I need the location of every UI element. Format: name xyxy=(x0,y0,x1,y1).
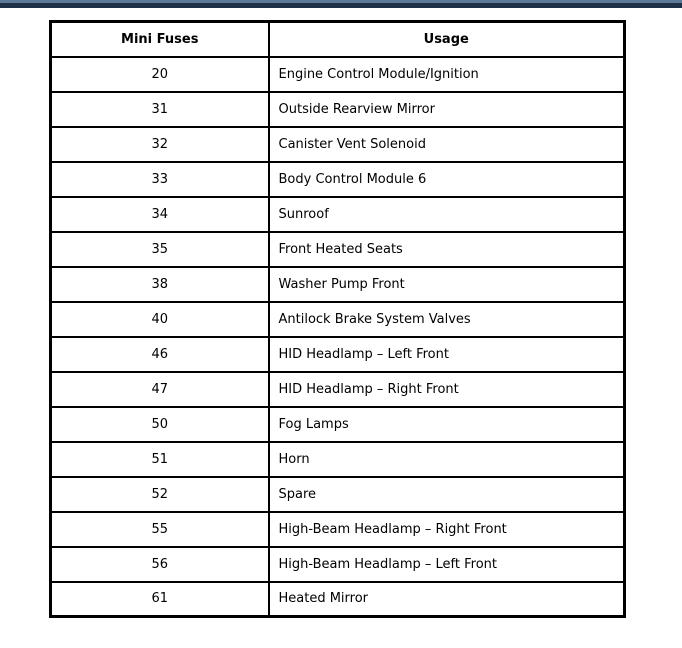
usage-cell: Washer Pump Front xyxy=(269,267,625,302)
fuse-table xyxy=(49,20,626,618)
table-row xyxy=(51,197,625,232)
usage-cell: HID Headlamp – Left Front xyxy=(269,337,625,372)
usage-cell: Spare xyxy=(269,477,625,512)
fuse-number-cell: 35 xyxy=(51,232,269,267)
usage-cell: HID Headlamp – Right Front xyxy=(269,372,625,407)
fuse-number-cell: 56 xyxy=(51,547,269,582)
usage-cell: Antilock Brake System Valves xyxy=(269,302,625,337)
table-row xyxy=(51,267,625,302)
fuse-number-cell: 46 xyxy=(51,337,269,372)
table-row xyxy=(51,372,625,407)
fuse-number-cell: 40 xyxy=(51,302,269,337)
fuse-number-cell: 55 xyxy=(51,512,269,547)
table-row xyxy=(51,547,625,582)
fuse-table-body xyxy=(51,57,625,617)
fuse-number-cell: 38 xyxy=(51,267,269,302)
fuse-number-cell: 61 xyxy=(51,582,269,617)
table-row xyxy=(51,92,625,127)
table-row xyxy=(51,302,625,337)
top-accent-bar xyxy=(0,0,682,8)
usage-cell: Engine Control Module/Ignition xyxy=(269,57,625,92)
usage-cell: Fog Lamps xyxy=(269,407,625,442)
fuse-number-cell: 33 xyxy=(51,162,269,197)
fuse-number-cell: 50 xyxy=(51,407,269,442)
fuse-number-cell: 34 xyxy=(51,197,269,232)
fuse-number-cell: 20 xyxy=(51,57,269,92)
table-row xyxy=(51,162,625,197)
table-row xyxy=(51,337,625,372)
table-row xyxy=(51,442,625,477)
table-row xyxy=(51,477,625,512)
table-row xyxy=(51,407,625,442)
fuse-number-cell: 31 xyxy=(51,92,269,127)
fuse-number-cell: 32 xyxy=(51,127,269,162)
top-bar-dark-stripe xyxy=(0,3,682,8)
usage-cell: High-Beam Headlamp – Right Front xyxy=(269,512,625,547)
usage-cell: Horn xyxy=(269,442,625,477)
usage-cell: Body Control Module 6 xyxy=(269,162,625,197)
fuse-number-cell: 51 xyxy=(51,442,269,477)
table-row xyxy=(51,57,625,92)
header-row xyxy=(51,22,625,57)
usage-cell: High-Beam Headlamp – Left Front xyxy=(269,547,625,582)
table-row xyxy=(51,127,625,162)
fuse-number-cell: 52 xyxy=(51,477,269,512)
usage-cell: Sunroof xyxy=(269,197,625,232)
fuse-number-cell: 47 xyxy=(51,372,269,407)
header-mini-fuses: Mini Fuses xyxy=(51,22,269,57)
header-usage: Usage xyxy=(269,22,625,57)
table-row xyxy=(51,582,625,617)
table-row xyxy=(51,512,625,547)
table-row xyxy=(51,232,625,267)
usage-cell: Outside Rearview Mirror xyxy=(269,92,625,127)
usage-cell: Canister Vent Solenoid xyxy=(269,127,625,162)
usage-cell: Front Heated Seats xyxy=(269,232,625,267)
usage-cell: Heated Mirror xyxy=(269,582,625,617)
